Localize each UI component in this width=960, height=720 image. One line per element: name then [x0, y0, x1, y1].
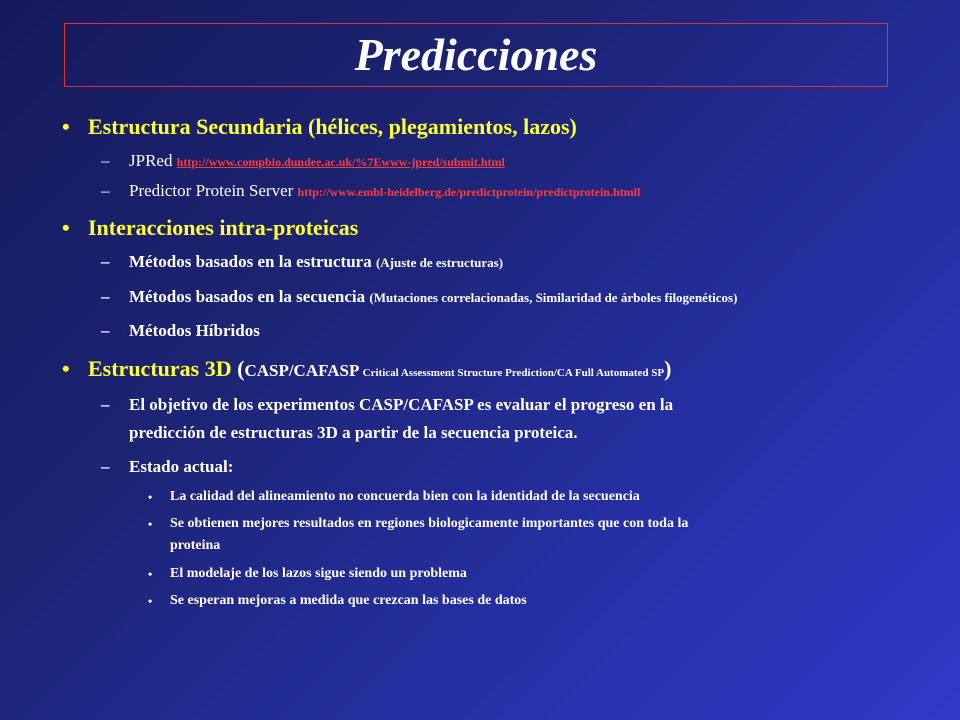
subitem-text: Se obtienen mejores resultados en regiones biologicamente importantes que con toda la — [170, 516, 689, 531]
subitem-text: Se esperan mejoras a medida que crezcan las bases de datos — [170, 593, 527, 608]
bullet: • — [62, 114, 70, 139]
dash: – — [101, 287, 110, 306]
dash: – — [101, 321, 110, 340]
bullet: • — [62, 356, 70, 381]
title-box — [64, 23, 888, 87]
casp-expansion: Critical Assessment Structure Prediction/CA Full Automated SP — [362, 367, 665, 379]
bullet: • — [62, 215, 70, 240]
bullet: • — [148, 517, 153, 531]
item-note: (Ajuste de estructuras) — [375, 255, 504, 270]
heading-text: Interacciones intra-proteicas — [88, 215, 359, 240]
subitem-text: El modelaje de los lazos sigue siendo un problema — [170, 566, 467, 581]
heading-text: Estructura Secundaria (hélices, plegamientos, lazos) — [88, 114, 577, 139]
bullet: • — [148, 567, 153, 581]
dash: – — [101, 181, 110, 200]
item-label: El objetivo de los experimentos CASP/CAFASP es evaluar el progreso en la — [129, 395, 674, 414]
paren-close: ) — [664, 356, 672, 381]
item-note: (Mutaciones correlacionadas, Similaridad de árboles filogenéticos) — [369, 290, 738, 305]
dash: – — [101, 151, 110, 170]
item-label: predicción de estructuras 3D a partir de la secuencia proteica. — [129, 423, 578, 442]
item-label: Estado actual: — [129, 457, 234, 476]
item-label: Métodos Híbridos — [129, 321, 260, 340]
heading-text: Estructuras 3D — [88, 356, 232, 381]
item-label: Métodos basados en la estructura — [129, 252, 376, 271]
casp-label: CASP/CAFASP — [244, 361, 363, 380]
subitem-text: La calidad del alineamiento no concuerda bien con la identidad de la secuencia — [170, 489, 640, 504]
dash: – — [101, 252, 110, 271]
bullet: • — [148, 594, 153, 608]
paren-open: ( — [231, 356, 245, 381]
subitem-text: proteina — [170, 538, 221, 553]
item-label: JPRed — [129, 151, 177, 170]
slide-title: Predicciones — [354, 29, 598, 80]
predictprotein-link[interactable]: http://www.embl-heidelberg.de/predictprotein/predictprotein.htmll — [297, 185, 641, 199]
bullet: • — [148, 490, 153, 504]
jpred-link[interactable]: http://www.compbio.dundee.ac.uk/%7Ewww-jpred/submit.html — [176, 155, 505, 169]
item-label: Predictor Protein Server — [129, 181, 298, 200]
dash: – — [101, 457, 110, 476]
dash: – — [101, 395, 110, 414]
item-label: Métodos basados en la secuencia — [129, 287, 370, 306]
